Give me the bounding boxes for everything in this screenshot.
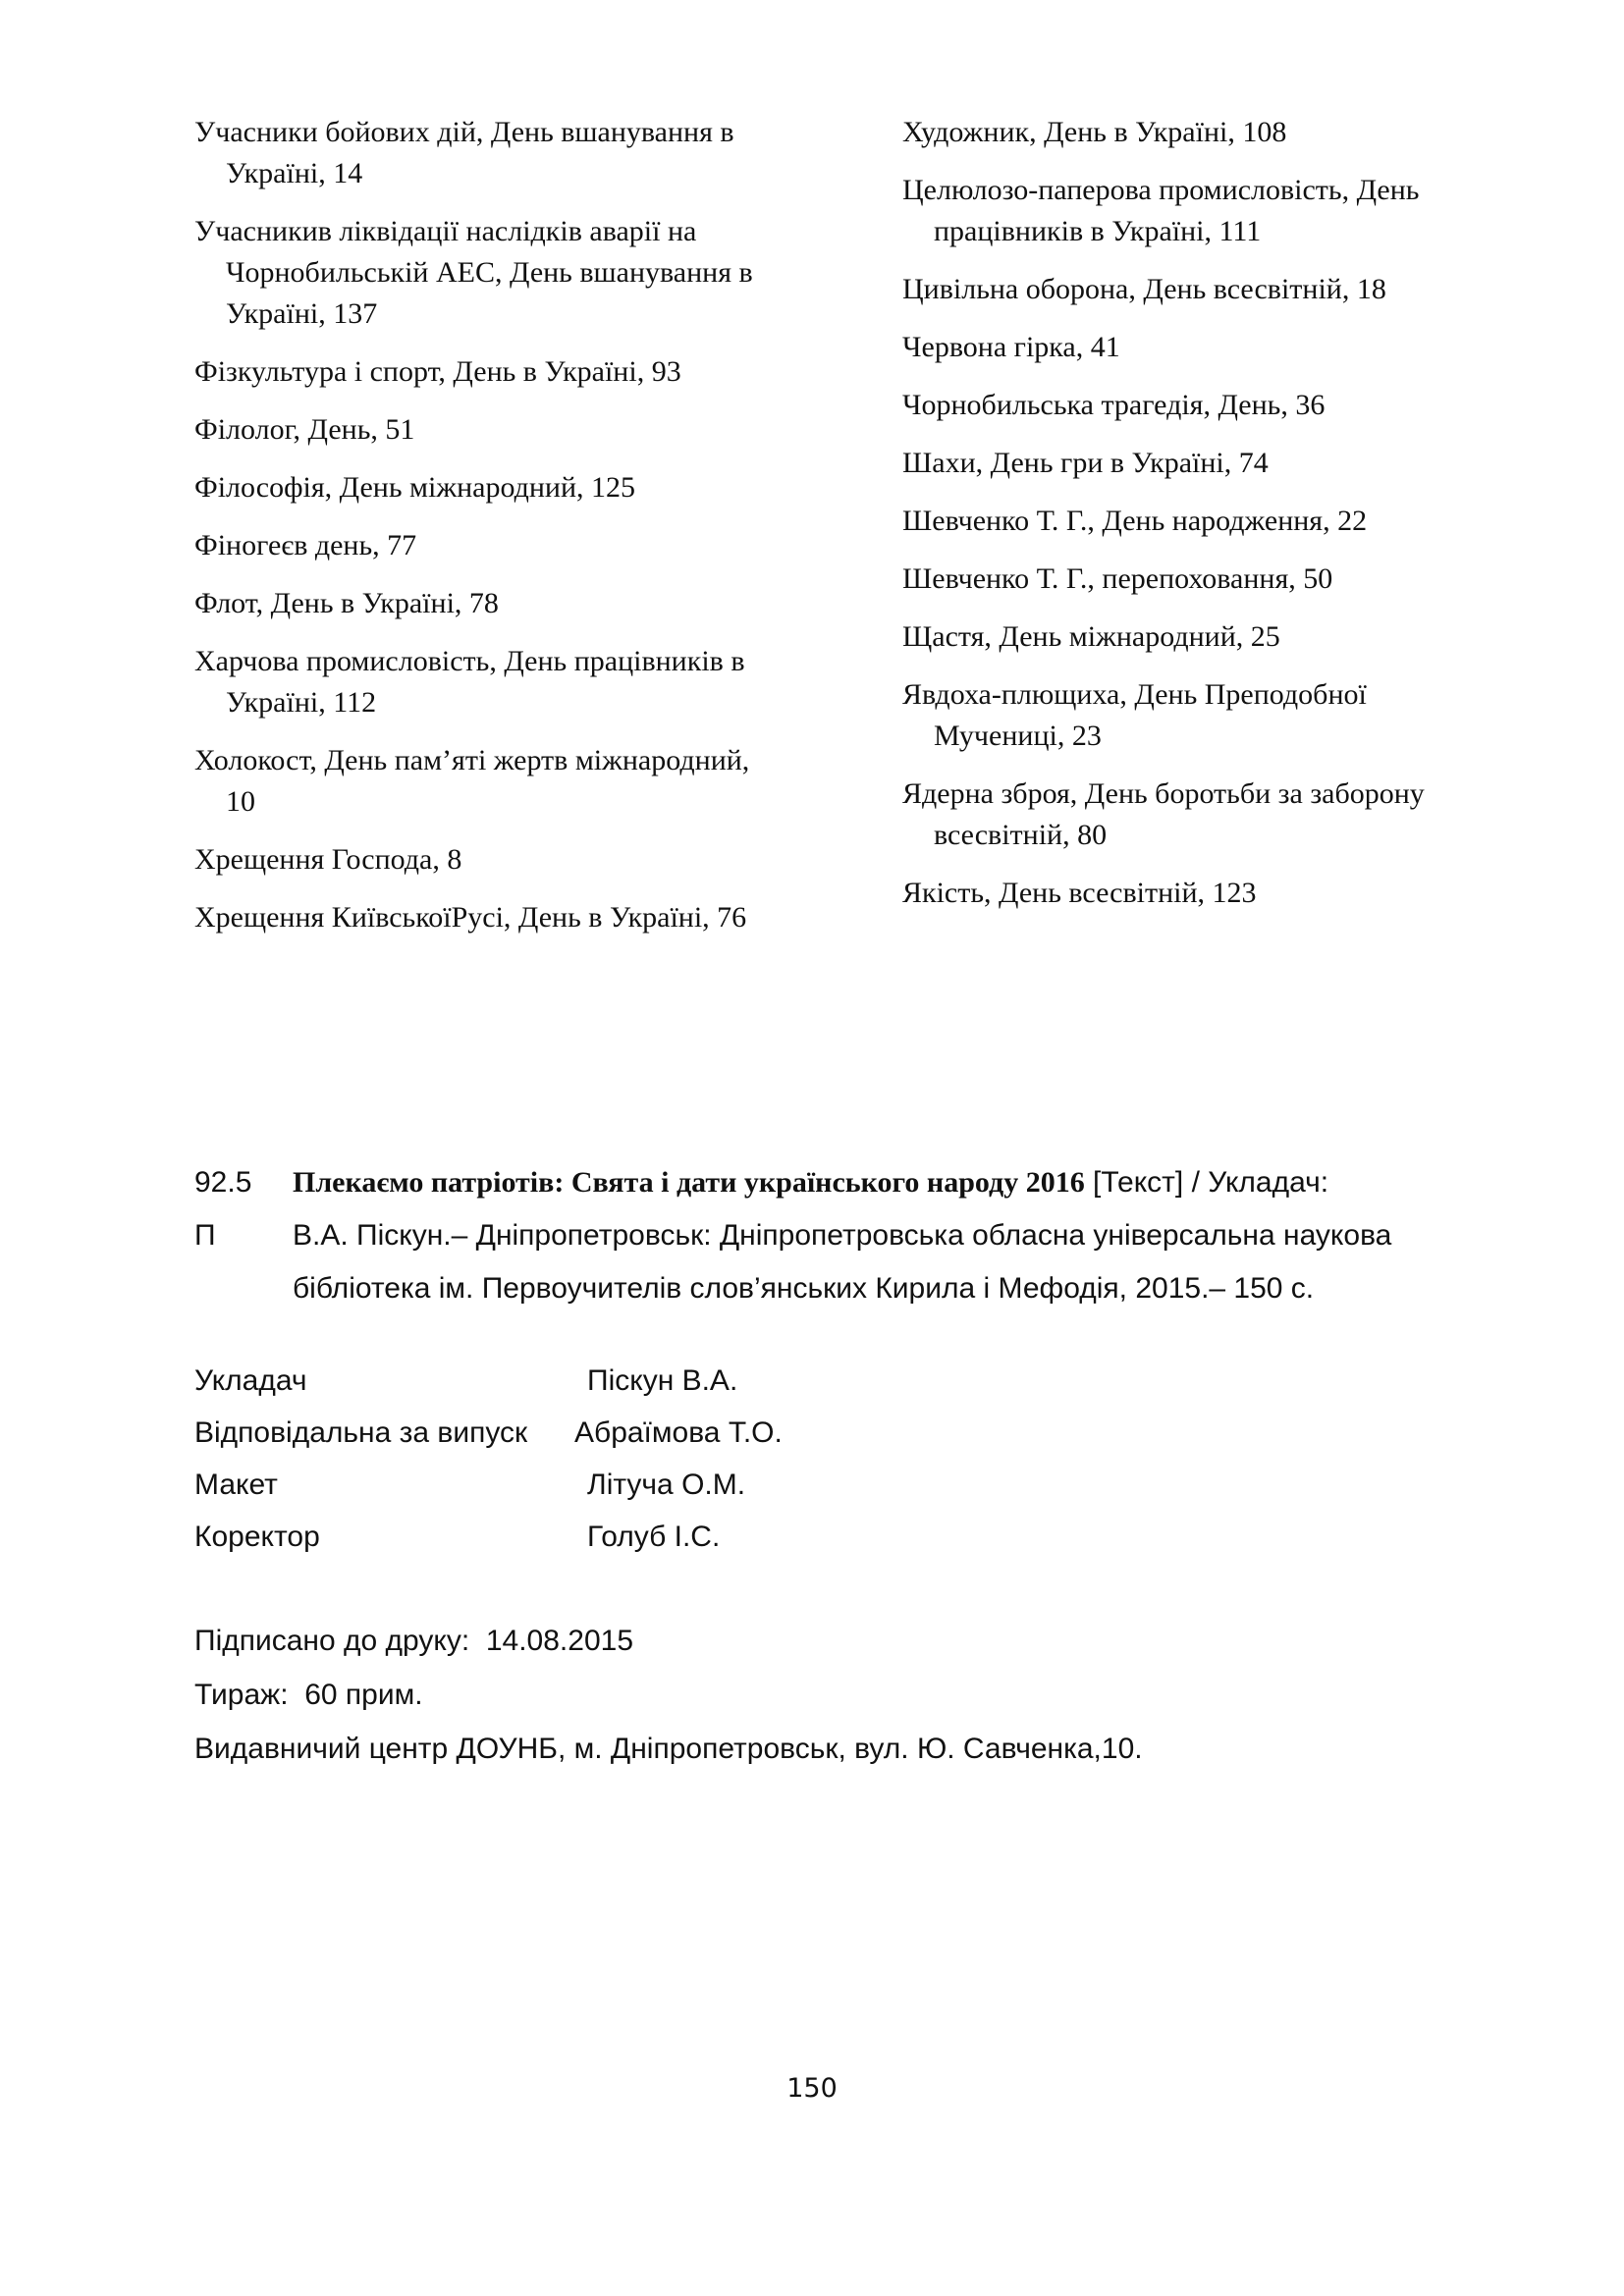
index-entry: Червона гірка, 41 <box>902 331 1120 363</box>
index-entry: Шахи, День гри в Україні, 74 <box>902 447 1269 479</box>
signed-to-print: Підписано до друку: 14.08.2015 <box>194 1625 633 1657</box>
index-entry: Цивільна оборона, День всесвітній, 18 <box>902 273 1386 305</box>
credit-role: Макет <box>194 1468 278 1501</box>
record-title-rest: [Текст] / Укладач: <box>1084 1166 1329 1199</box>
record-title-line <box>293 1156 1471 1209</box>
credits-block <box>194 1355 1078 1563</box>
print-run: Тираж: 60 прим. <box>194 1679 423 1711</box>
index-entry: Хрещення КиївськоїРусі, День в Україні, 76 <box>194 901 747 934</box>
index-entry: Харчова промисловість, День працівників в Україні, 112 <box>194 645 745 719</box>
index-column-left <box>194 112 784 955</box>
credit-name: Піскун В.А. <box>587 1364 738 1397</box>
index-entry: Хрещення Господа, 8 <box>194 843 462 876</box>
index-entry: Явдоха-плющиха, День Преподобної Мучениці, 23 <box>902 678 1367 752</box>
publisher-address: Видавничий центр ДОУНБ, м. Дніпропетровськ, вул. Ю. Савченка,10. <box>194 1733 1143 1765</box>
credit-role: Відповідальна за випуск <box>194 1416 528 1449</box>
index-entry: Ядерна зброя, День боротьби за заборону всесвітній, 80 <box>902 777 1425 851</box>
catalog-record <box>194 1156 1471 1315</box>
index-entry: Целюлозо-паперова промисловість, День працівників в Україні, 111 <box>902 174 1420 247</box>
index-entry: Шевченко Т. Г., День народження, 22 <box>902 505 1368 537</box>
index-entry: Якість, День всесвітній, 123 <box>902 877 1257 909</box>
book-title: Плекаємо патріотів: Свята і дати українського народу 2016 <box>293 1166 1085 1199</box>
index-entry: Учасникив ліквідації наслідків аварії на Чорнобильській АЕС, День вшанування в Україні, 137 <box>194 215 753 330</box>
index-entry: Щастя, День міжнародний, 25 <box>902 620 1280 653</box>
credit-name: Літуча О.М. <box>587 1468 746 1501</box>
credit-role: Укладач <box>194 1364 307 1397</box>
publication-info <box>194 1614 1373 1776</box>
record-author-row <box>194 1209 1471 1262</box>
index-entry: Холокост, День пам’яті жертв міжнародний, 10 <box>194 744 750 818</box>
index-entry: Флот, День в Україні, 78 <box>194 587 499 619</box>
credit-row <box>194 1459 1078 1511</box>
credit-role: Коректор <box>194 1521 320 1553</box>
record-publication-line-2: бібліотека ім. Первоучителів слов’янських Кирила і Мефодія, 2015.– 150 с. <box>293 1272 1315 1305</box>
index-entry: Фіногеєв день, 77 <box>194 529 417 561</box>
index-entry: Шевченко Т. Г., перепоховання, 50 <box>902 562 1333 595</box>
credit-name: Абраїмова Т.О. <box>574 1416 783 1449</box>
credit-row <box>194 1407 1078 1459</box>
credit-name: Голуб І.С. <box>587 1521 721 1553</box>
page-number: 150 <box>786 2073 838 2104</box>
index-column-right <box>902 112 1491 931</box>
index-entry: Художник, День в Україні, 108 <box>902 116 1287 148</box>
credit-row <box>194 1355 1078 1407</box>
credit-row <box>194 1511 1078 1563</box>
index-entry: Філософія, День міжнародний, 125 <box>194 471 636 504</box>
index-entry: Чорнобильська трагедія, День, 36 <box>902 389 1326 421</box>
index-entry: Фізкультура і спорт, День в Україні, 93 <box>194 355 681 388</box>
record-title-row <box>194 1156 1471 1209</box>
index-entry: Філолог, День, 51 <box>194 413 415 446</box>
classification-code: 92.5 <box>194 1166 252 1199</box>
author-mark: П <box>194 1219 216 1252</box>
record-publication-line: В.А. Піскун.– Дніпропетровськ: Дніпропетровська обласна універсальна наукова <box>293 1219 1392 1252</box>
index-entry: Учасники бойових дій, День вшанування в Україні, 14 <box>194 116 734 189</box>
